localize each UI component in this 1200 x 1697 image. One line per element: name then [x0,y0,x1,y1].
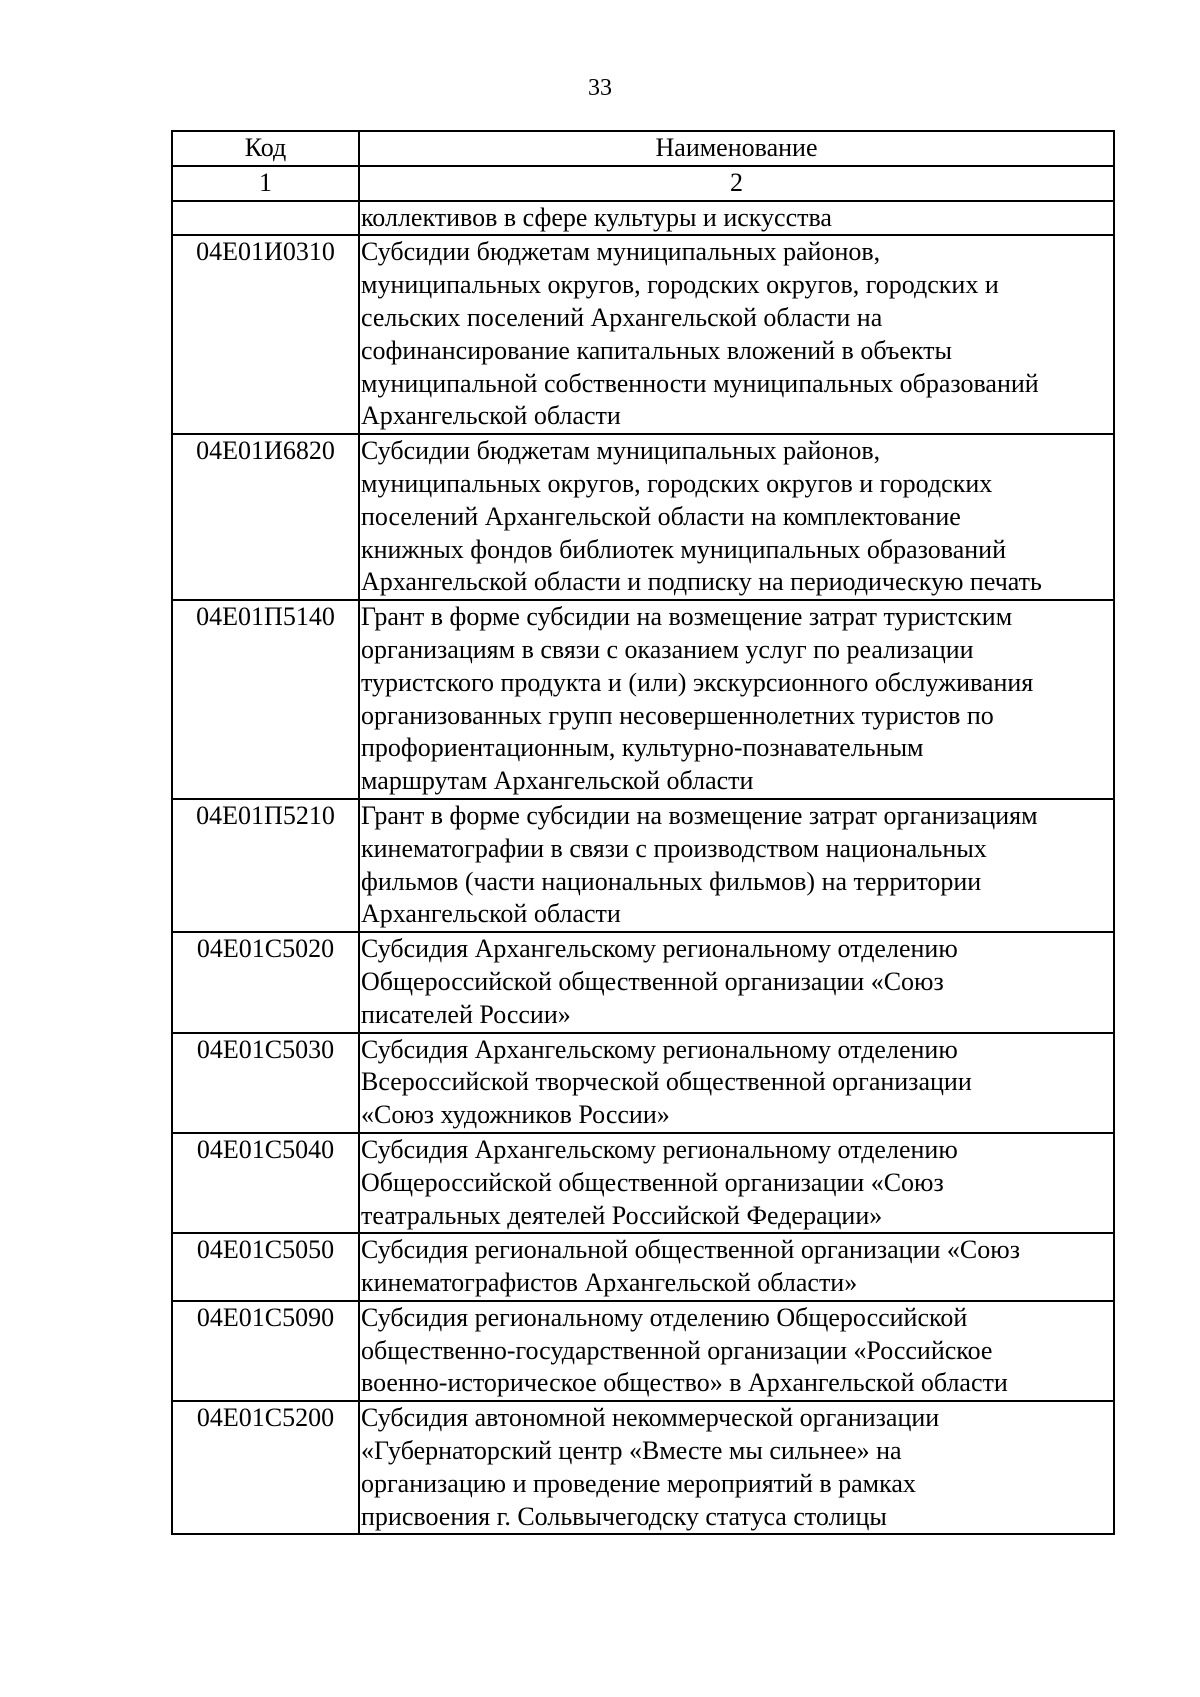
row-name-line: Субсидия Архангельскому региональному отделению [361,1134,958,1164]
row-name-line: военно-историческое общество» в Архангельской области [361,1368,1008,1398]
header-code: Код [172,131,359,166]
row-name-line: коллективов в сфере культуры и искусства [361,202,832,232]
budget-codes-table [171,130,1115,1535]
row-name-line: профориентационным, культурно-познавательным [361,733,924,763]
page-number: 33 [588,75,612,101]
row-code [172,201,359,236]
table-row [172,600,1114,799]
table-header-row [172,131,1114,166]
row-name [359,799,1114,932]
row-code: 04Е01П5210 [172,799,359,932]
row-name [359,1301,1114,1401]
table-row [172,1233,1114,1301]
row-name [359,932,1114,1032]
row-code: 04Е01П5140 [172,600,359,799]
row-name [359,1401,1114,1534]
row-code: 04Е01С5040 [172,1133,359,1233]
row-name-line: Субсидия автономной некоммерческой организации [361,1403,940,1433]
row-code: 04Е01И6820 [172,434,359,600]
row-name-line: Субсидия региональной общественной организации «Союз [361,1235,1020,1265]
column-number-row [172,166,1114,201]
table-row [172,201,1114,236]
table-row [172,235,1114,434]
table-row [172,1033,1114,1133]
row-name [359,434,1114,600]
row-name-line: туристского продукта и (или) экскурсионного обслуживания [361,667,1034,697]
row-code: 04Е01С5030 [172,1033,359,1133]
row-code: 04Е01С5020 [172,932,359,1032]
row-name-line: общественно-государственной организации «Российское [361,1335,993,1365]
row-name-line: Общероссийской общественной организации «Союз [361,966,944,996]
row-code: 04Е01И0310 [172,235,359,434]
row-name-line: муниципальных округов, городских округов, городских и [361,270,999,300]
row-name-line: фильмов (части национальных фильмов) на территории [361,866,982,896]
row-name-line: организацию и проведение мероприятий в рамках [361,1468,916,1498]
row-name-line: Общероссийской общественной организации «Союз [361,1167,944,1197]
header-name: Наименование [359,131,1114,166]
row-name-line: Грант в форме субсидии на возмещение затрат организациям [361,800,1038,830]
row-name-line: Субсидия региональному отделению Общероссийской [361,1302,968,1332]
row-name-line: кинематографистов Архангельской области» [361,1268,858,1298]
row-name-line: Субсидии бюджетам муниципальных районов, [361,237,881,267]
table-row [172,799,1114,932]
table-body [172,201,1114,1535]
row-name-line: софинансирование капитальных вложений в объекты [361,335,953,365]
row-name-line: Грант в форме субсидии на возмещение затрат туристским [361,602,1013,632]
table-row [172,1401,1114,1534]
row-name-line: поселений Архангельской области на комплектование [361,501,961,531]
column-number-name: 2 [359,166,1114,201]
row-name-line: «Союз художников России» [361,1100,670,1130]
row-name-line: книжных фондов библиотек муниципальных образований [361,534,1006,564]
table-row [172,1133,1114,1233]
row-name [359,1033,1114,1133]
table-row [172,932,1114,1032]
column-number-code: 1 [172,166,359,201]
row-name-line: сельских поселений Архангельской области на [361,302,883,332]
row-name-line: муниципальной собственности муниципальных образований [361,368,1039,398]
row-name-line: «Губернаторский центр «Вместе мы сильнее» на [361,1436,902,1466]
row-name-line: присвоения г. Сольвычегодску статуса столицы [361,1501,887,1531]
row-name [359,201,1114,236]
row-code: 04Е01С5200 [172,1401,359,1534]
table-row [172,434,1114,600]
row-name-line: Архангельской области и подписку на периодическую печать [361,567,1042,597]
row-name [359,235,1114,434]
row-name-line: организованных групп несовершеннолетних туристов по [361,700,994,730]
row-code: 04Е01С5090 [172,1301,359,1401]
row-name-line: писателей России» [361,999,571,1029]
row-name-line: Всероссийской творческой общественной организации [361,1067,972,1097]
row-name [359,1133,1114,1233]
row-name-line: кинематографии в связи с производством национальных [361,833,987,863]
row-name-line: Субсидия Архангельскому региональному отделению [361,1034,958,1064]
row-code: 04Е01С5050 [172,1233,359,1301]
row-name-line: Субсидия Архангельскому региональному отделению [361,934,958,964]
row-name-line: театральных деятелей Российской Федерации» [361,1200,883,1230]
row-name-line: организациям в связи с оказанием услуг по реализации [361,634,974,664]
table-row [172,1301,1114,1401]
row-name-line: муниципальных округов, городских округов и городских [361,468,993,498]
row-name [359,1233,1114,1301]
row-name [359,600,1114,799]
row-name-line: Архангельской области [361,401,621,431]
row-name-line: маршрутам Архангельской области [361,766,754,796]
row-name-line: Архангельской области [361,899,621,929]
row-name-line: Субсидии бюджетам муниципальных районов, [361,436,881,466]
